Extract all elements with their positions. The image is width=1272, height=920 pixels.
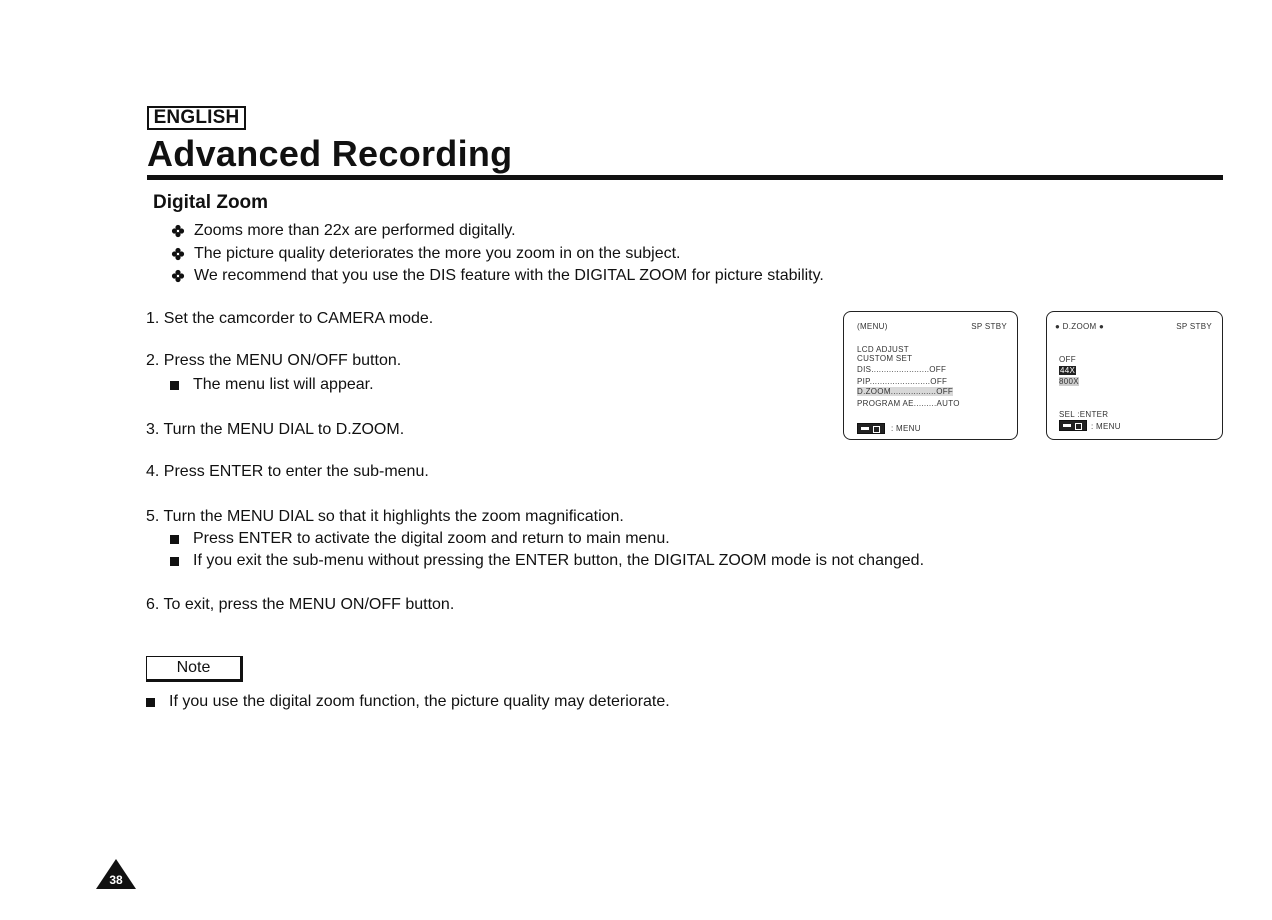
clover-bullet-icon bbox=[171, 269, 185, 283]
note-label: Note bbox=[146, 656, 243, 682]
step-5-note bbox=[170, 551, 924, 571]
screen-status: SP STBY bbox=[1176, 322, 1212, 331]
clover-bullet-icon bbox=[171, 224, 185, 238]
step-5-note-text: If you exit the sub-menu without pressing the ENTER button, the DIGITAL ZOOM mode is not changed. bbox=[193, 552, 925, 569]
square-bullet-icon bbox=[170, 381, 179, 390]
step-2: 2. Press the MENU ON/OFF button. bbox=[146, 352, 402, 369]
square-bullet-icon bbox=[146, 698, 155, 707]
step-2-note bbox=[170, 375, 374, 395]
menu-item: CUSTOM SET bbox=[857, 354, 913, 363]
zoom-option: OFF bbox=[1059, 355, 1076, 364]
step-4: 4. Press ENTER to enter the sub-menu. bbox=[146, 463, 429, 480]
bullet-text: We recommend that you use the DIS feature with the DIGITAL ZOOM for picture stability. bbox=[194, 267, 824, 285]
list-item bbox=[171, 265, 824, 288]
square-bullet-icon bbox=[170, 535, 179, 544]
screen-menu-footer: : MENU bbox=[891, 424, 921, 433]
screen-zoom-footer: : MENU bbox=[1091, 422, 1121, 431]
menu-item: LCD ADJUST bbox=[857, 345, 909, 354]
square-bullet-icon bbox=[170, 557, 179, 566]
screen-select-hint: SEL :ENTER bbox=[1059, 410, 1109, 419]
menu-screen-illustration bbox=[843, 311, 1018, 440]
screen-status: SP STBY bbox=[971, 322, 1007, 331]
menu-item-highlighted: D.ZOOM..................OFF bbox=[857, 387, 954, 396]
menu-item: DIS.......................OFF bbox=[857, 365, 947, 374]
page-number-triangle bbox=[95, 858, 137, 890]
screen-zoom-header: ● D.ZOOM ● bbox=[1055, 322, 1105, 331]
page-number: 38 bbox=[109, 873, 123, 887]
list-item bbox=[171, 243, 824, 266]
step-5-note-text: Press ENTER to activate the digital zoom and return to main menu. bbox=[193, 530, 670, 547]
step-5: 5. Turn the MENU DIAL so that it highlights the zoom magnification. bbox=[146, 508, 624, 525]
zoom-screen-illustration bbox=[1046, 311, 1223, 440]
section-title: Digital Zoom bbox=[153, 192, 269, 213]
menu-dial-icon bbox=[857, 423, 885, 434]
step-6: 6. To exit, press the MENU ON/OFF button. bbox=[146, 596, 455, 613]
list-item bbox=[171, 220, 824, 243]
screen-menu-header: (MENU) bbox=[857, 322, 888, 331]
step-2-note-text: The menu list will appear. bbox=[193, 376, 374, 393]
menu-item: PIP........................OFF bbox=[857, 377, 948, 386]
step-3: 3. Turn the MENU DIAL to D.ZOOM. bbox=[146, 421, 405, 438]
title-divider bbox=[147, 175, 1223, 180]
note-item bbox=[146, 692, 670, 712]
step-5-note bbox=[170, 529, 670, 549]
zoom-option: 800X bbox=[1059, 377, 1079, 386]
language-tag: ENGLISH bbox=[147, 106, 246, 130]
zoom-option-selected: 44X bbox=[1060, 366, 1076, 375]
clover-bullet-icon bbox=[171, 247, 185, 261]
step-1: 1. Set the camcorder to CAMERA mode. bbox=[146, 310, 434, 327]
note-text: If you use the digital zoom function, the picture quality may deteriorate. bbox=[169, 693, 670, 710]
intro-bullet-list bbox=[171, 220, 824, 288]
menu-dial-icon bbox=[1059, 420, 1087, 431]
page-title: Advanced Recording bbox=[147, 133, 513, 174]
menu-item: PROGRAM AE.........AUTO bbox=[857, 399, 960, 408]
bullet-text: Zooms more than 22x are performed digitally. bbox=[194, 222, 516, 240]
bullet-text: The picture quality deteriorates the more you zoom in on the subject. bbox=[194, 244, 681, 262]
